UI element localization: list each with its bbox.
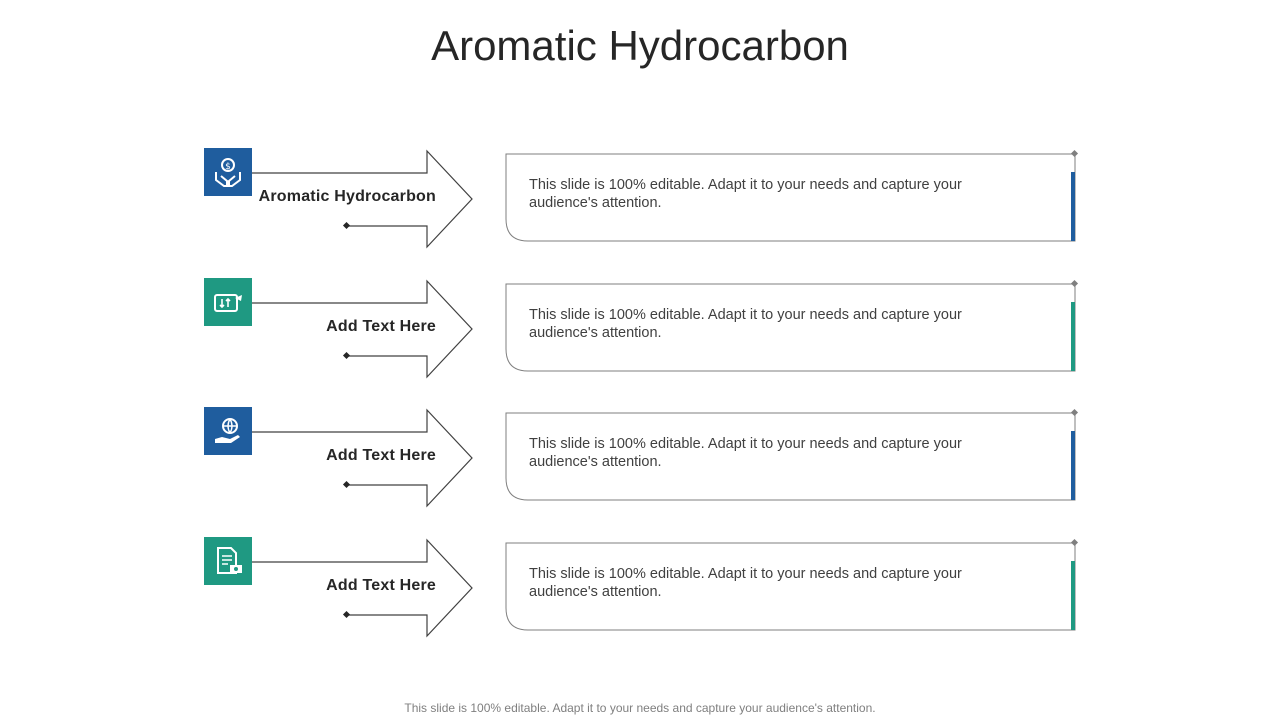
row-label-4: Add Text Here [326,577,436,594]
icon-box-2 [204,278,252,326]
row-label-1: Aromatic Hydrocarbon [258,188,436,205]
svg-text:$: $ [225,162,231,172]
globe-hand-icon [204,407,252,455]
icon-box-4 [204,537,252,585]
row-4 [0,537,1280,637]
row-description-4: This slide is 100% editable. Adapt it to your needs and capture your audience's attention. [529,566,962,600]
row-description-2: This slide is 100% editable. Adapt it to your needs and capture your audience's attention. [529,307,962,341]
row-label-2: Add Text Here [326,318,436,335]
slide-title: Aromatic Hydrocarbon [431,22,849,69]
icon-box-3 [204,407,252,455]
document-money-icon [204,537,252,585]
row-3 [0,407,1280,507]
row-label-3: Add Text Here [326,447,436,464]
hands-money-icon [204,148,252,196]
row-1 [0,148,1280,248]
row-2 [0,278,1280,378]
row-description-3: This slide is 100% editable. Adapt it to your needs and capture your audience's attention. [529,436,962,470]
row-description-1: This slide is 100% editable. Adapt it to your needs and capture your audience's attention. [529,177,962,211]
wallet-transfer-icon [204,278,252,326]
slide-footer: This slide is 100% editable. Adapt it to your needs and capture your audience's attention. [404,701,876,715]
icon-box-1 [204,148,252,196]
